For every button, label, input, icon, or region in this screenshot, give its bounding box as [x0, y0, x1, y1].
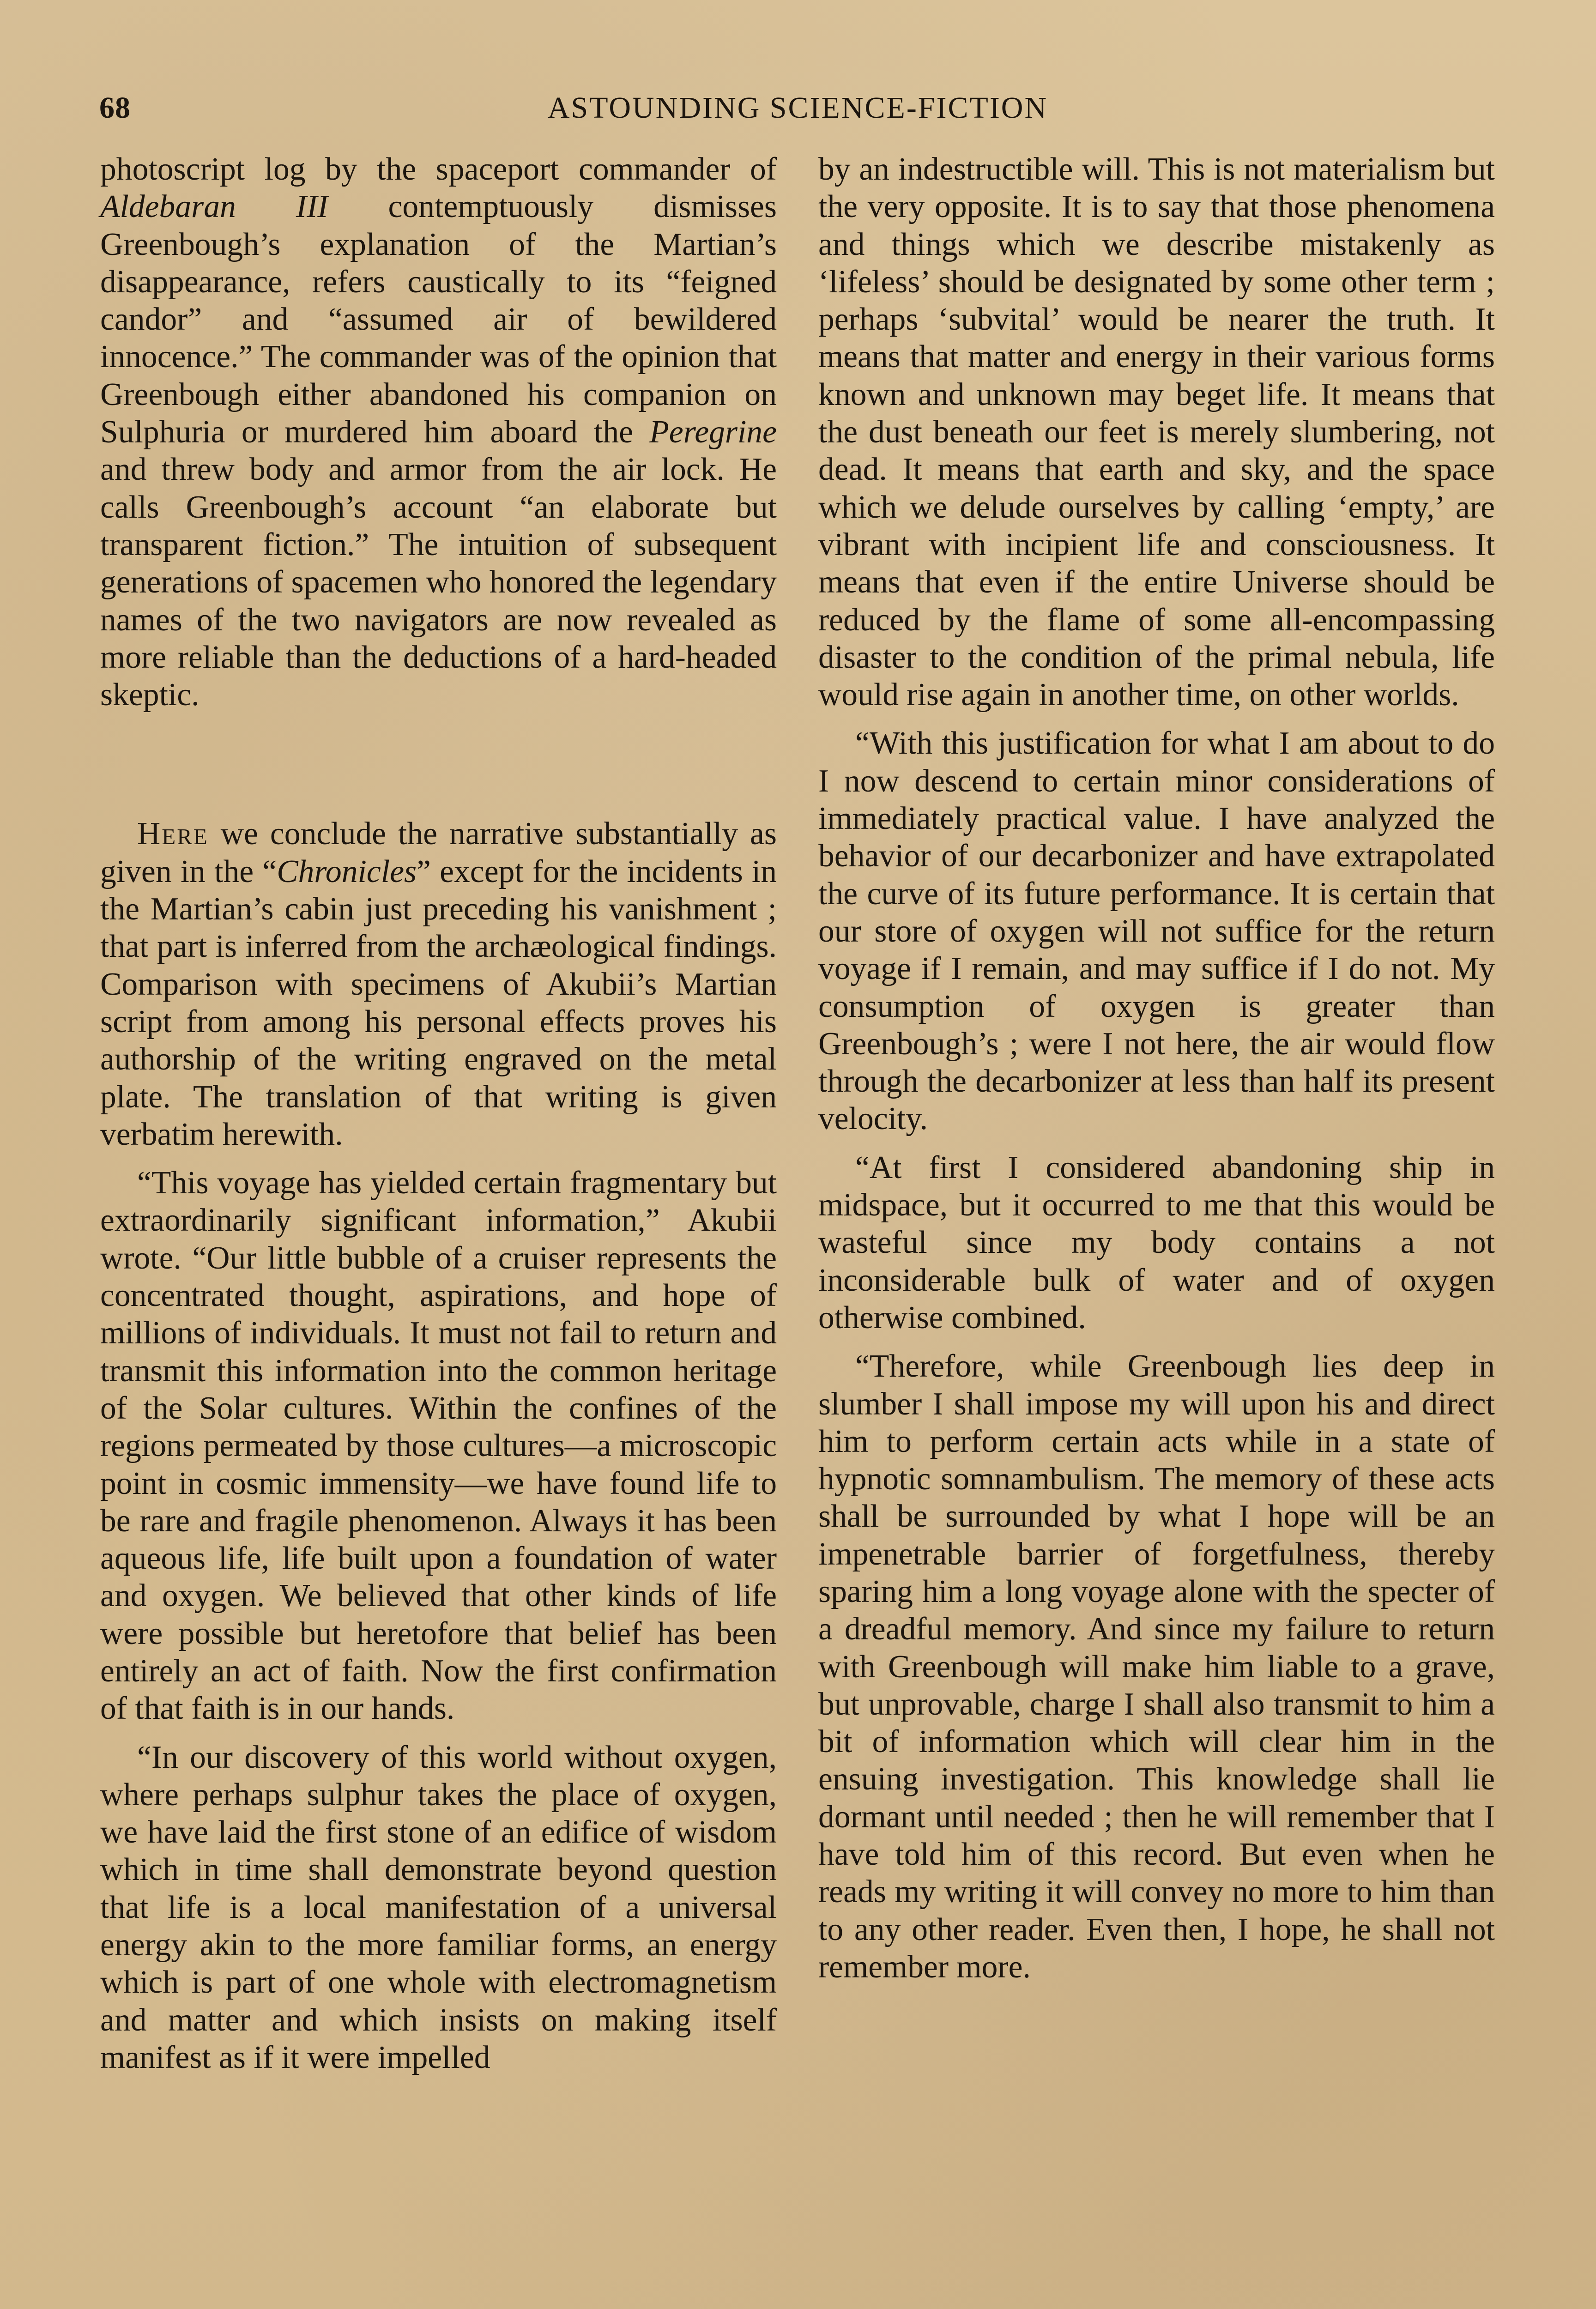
chronicles-title: Chronicles: [277, 853, 417, 889]
paragraph-abandoning-ship: “At first I considered abandoning ship in midspace, but it occurred to me that this would be wasteful since my body contains a not inconsiderable bulk of water and of oxygen otherwise combined.: [818, 1149, 1495, 1336]
paragraph-here-we-conclude: Here we conclude the narrative substantially as given in the “Chronicles” except for the incidents in the Martian’s cabin just preceding his vanishment ; that part is inferred from the archæological findings. Comparison with specimens of Akubii’s Martian script from among his personal effects proves his authorship of the writing engraved on the metal plate. The translation of that writing is given verbatim herewith.: [100, 816, 777, 1152]
right-column: [818, 151, 1495, 1986]
ship-name-peregrine: Peregrine: [649, 414, 777, 450]
paragraph-log-commander: photoscript log by the spaceport commander of Aldebaran III contemptuously dismisses Greenbough’s explanation of the Martian’s disappearance, refers caustically to its “feigned candor” and “assumed air of bewildered innocence.” The commander was of the opinion that Greenbough either abandoned his companion on Sulphuria or murdered him aboard the Peregrine and threw body and armor from the air lock. He calls Greenbough’s account “an elaborate but transparent fiction.” The intuition of subsequent generations of spacemen who honored the legendary names of the two navigators are now revealed as more reliable than the deductions of a hard-headed skeptic.: [100, 151, 777, 713]
page-number: 68: [99, 91, 131, 125]
paragraph-discovery-world: “In our discovery of this world without oxygen, where perhaps sulphur takes the place of oxygen, we have laid the first stone of an edifice of wisdom which in time shall demonstrate beyond question that life is a local manifestation of a universal energy akin to the more familiar forms, an energy which is part of one whole with electromagnetism and matter and which insists on making itself manifest as if it were impelled: [100, 1739, 777, 2075]
paragraph-therefore: “Therefore, while Greenbough lies deep in slumber I shall impose my will upon his and direct him to perform certain acts while in a state of hypnotic somnambulism. The memory of these acts shall be surrounded by what I hope will be an impenetrable barrier of forgetfulness, thereby sparing him a long voyage alone with the specter of a dreadful memory. And since my failure to return with Greenbough will make him liable to a grave, but unprovable, charge I shall also transmit to him a bit of information which will clear him in the ensuing investigation. This knowledge shall lie dormant until needed ; then he will remember that I have told him of this record. But even when he reads my writing it will convey no more to him than to any other reader. Even then, I hope, he shall not remember more.: [818, 1348, 1495, 1985]
ship-name-aldebaran: Aldebaran III: [100, 189, 328, 225]
running-head: ASTOUNDING SCIENCE-FICTION: [547, 91, 1048, 125]
paragraph-justification: “With this justification for what I am about to do I now descend to certain minor considerations of immediately practical value. I have analyzed the behavior of our decarbonizer and have extrapolated the curve of its future performance. It is certain that our store of oxygen will not suffice for the return voyage if I remain, and may suffice if I do not. My consumption of oxygen is greater than Greenbough’s ; were I not here, the air would flow through the decarbonizer at less than half its present velocity.: [818, 725, 1495, 1137]
paragraph-voyage-yielded: “This voyage has yielded certain fragmentary but extraordinarily significant information,” Akubii wrote. “Our little bubble of a cruiser represents the concentrated thought, aspirations, and hope of millions of individuals. It must not fail to return and transmit this information into the common heritage of the Solar cultures. Within the confines of the regions permeated by those cultures—a microscopic point in cosmic immensity—we have found life to be rare and fragile phenomenon. Always it has been aqueous life, life built upon a foundation of water and oxygen. We believed that other kinds of life were possible but heretofore that belief has been entirely an act of faith. Now the first confirmation of that faith is in our hands.: [100, 1165, 777, 1727]
page-header: [99, 91, 1496, 137]
section-opening-word: Here: [137, 816, 209, 852]
paragraph-indestructible-will: by an indestructible will. This is not materialism but the very opposite. It is to say that those phenomena and things which we describe mistakenly as ‘lifeless’ should be designated by some other term ; perhaps ‘subvital’ would be nearer the truth. It means that matter and energy in their various forms known and unknown may beget life. It means that the dust beneath our feet is merely slumbering, not dead. It means that earth and sky, and the space which we delude ourselves by calling ‘empty,’ are vibrant with incipient life and consciousness. It means that even if the entire Universe should be reduced by the flame of some all-encompassing disaster to the condition of the primal nebula, life would rise again in another time, on other worlds.: [818, 151, 1495, 713]
left-column: [100, 151, 777, 2076]
